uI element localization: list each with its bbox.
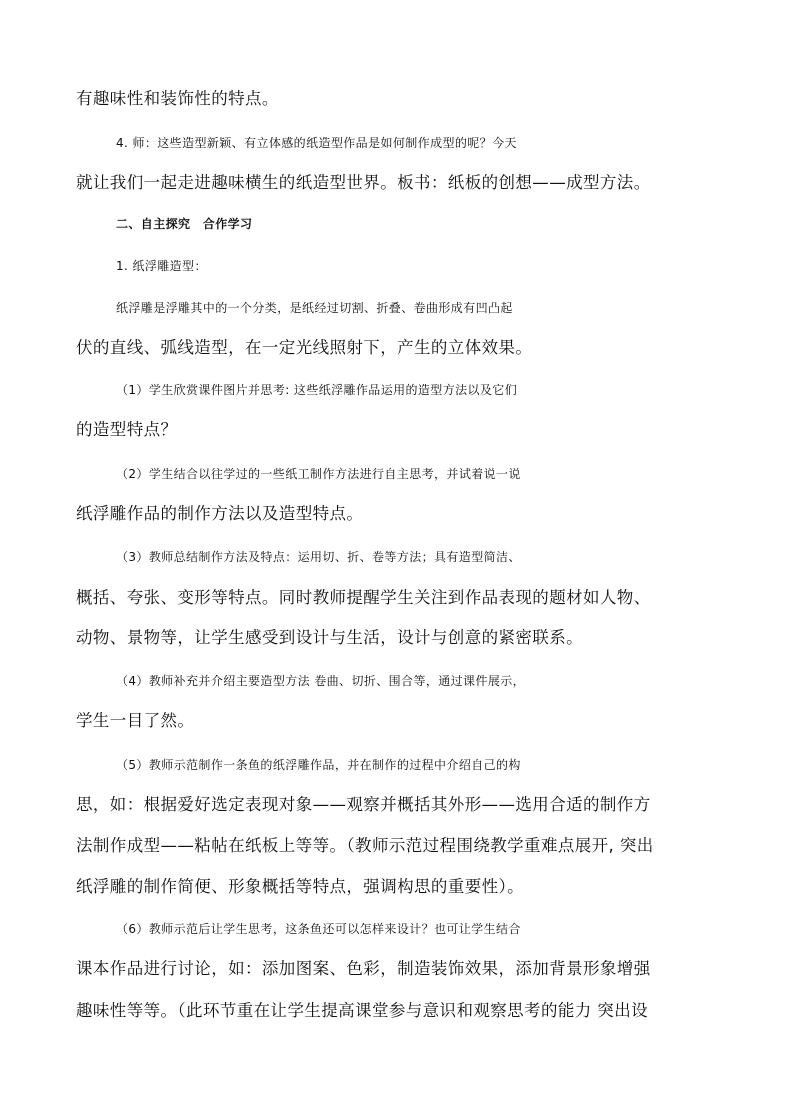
paragraph-line: 就让我们一起走进趣味横生的纸造型世界。板书：纸板的创想——成型方法。 — [76, 173, 651, 192]
paragraph-line: 学生一目了然。 — [76, 711, 195, 730]
paragraph-line: 概括、夸张、变形等特点。同时教师提醒学生关注到作品表现的题材如人物、 — [76, 588, 651, 607]
paragraph-line: （2）学生结合以往学过的一些纸工制作方法进行自主思考，并试着说一说 — [116, 467, 521, 481]
subsection-heading: 1. 纸浮雕造型： — [116, 259, 207, 273]
paragraph-line: 课本作品进行讨论，如：添加图案、色彩，制造装饰效果，添加背景形象增强 — [76, 959, 651, 978]
paragraph-line: （6）教师示范后让学生思考，这条鱼还可以怎样来设计？也可让学生结合 — [116, 922, 521, 936]
paragraph-line: 思，如：根据爱好选定表现对象——观察并概括其外形——选用合适的制作方 — [76, 795, 651, 814]
paragraph-line: （5）教师示范制作一条鱼的纸浮雕作品，并在制作的过程中介绍自己的构 — [116, 758, 521, 772]
paragraph-line: 趣味性等等。（此环节重在让学生提高课堂参与意识和观察思考的能力 突出设 — [76, 1001, 648, 1020]
paragraph-line: 法制作成型——粘帖在纸板上等等。（教师示范过程围绕教学重难点展开, 突出 — [76, 836, 654, 855]
paragraph-line: 纸浮雕作品的制作方法以及造型特点。 — [76, 504, 364, 523]
paragraph-line: 动物、景物等，让学生感受到设计与生活，设计与创意的紧密联系。 — [76, 628, 583, 647]
section-heading: 二、自主探究 合作学习 — [116, 217, 253, 231]
paragraph-line: 纸浮雕的制作简便、形象概括等特点，强调构思的重要性）。 — [76, 877, 525, 896]
paragraph-line: （1）学生欣赏课件图片并思考: 这些纸浮雕作品运用的造型方法以及它们 — [116, 383, 518, 397]
paragraph-line: 纸浮雕是浮雕其中的一个分类，是纸经过切割、折叠、卷曲形成有凹凸起 — [116, 301, 513, 315]
paragraph-line: 有趣味性和装饰性的特点。 — [76, 89, 279, 108]
paragraph-line: （3）教师总结制作方法及特点：运用切、折、卷等方法；具有造型简洁、 — [116, 550, 521, 564]
paragraph-line: 伏的直线、弧线造型，在一定光线照射下，产生的立体效果。 — [76, 338, 533, 357]
paragraph-line: 的造型特点？ — [76, 420, 178, 439]
paragraph-line: （4）教师补充并介绍主要造型方法 卷曲、切折、围合等，通过课件展示， — [116, 674, 526, 688]
paragraph-line: 4. 师：这些造型新颖、有立体感的纸造型作品是如何制作成型的呢？今天 — [116, 136, 517, 150]
